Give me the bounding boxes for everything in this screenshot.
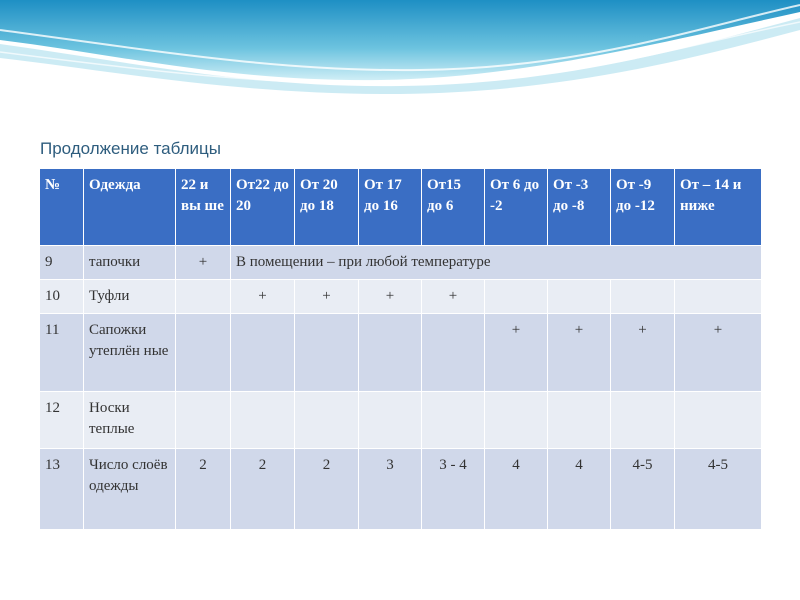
table-cell — [485, 392, 548, 449]
table-cell: 3 — [359, 449, 422, 530]
table-cell: + — [611, 314, 675, 392]
table-cell: + — [176, 246, 231, 280]
table-row — [40, 246, 762, 280]
header-cell: Одежда — [84, 169, 176, 246]
table-cell — [176, 392, 231, 449]
table-cell: 2 — [231, 449, 295, 530]
clothing-item: Сапожки утеплён ные — [84, 314, 176, 392]
table-row — [40, 449, 762, 530]
table-cell: + — [295, 280, 359, 314]
table-cell: + — [359, 280, 422, 314]
table-cell — [675, 280, 762, 314]
table-cell — [231, 314, 295, 392]
header-cell: От15 до 6 — [422, 169, 485, 246]
table-row — [40, 392, 762, 449]
row-number: 13 — [40, 449, 84, 530]
table-cell — [295, 392, 359, 449]
clothing-item: Число слоёв одежды — [84, 449, 176, 530]
header-cell: От 6 до -2 — [485, 169, 548, 246]
table-cell: 4 — [548, 449, 611, 530]
table-cell — [485, 280, 548, 314]
table-cell — [422, 392, 485, 449]
table-row — [40, 280, 762, 314]
table-cell — [548, 392, 611, 449]
header-cell: От -3 до -8 — [548, 169, 611, 246]
table-cell — [231, 392, 295, 449]
table-cell — [422, 314, 485, 392]
note-cell: В помещении – при любой температуре — [231, 246, 762, 280]
table-cell — [295, 314, 359, 392]
row-number: 10 — [40, 280, 84, 314]
table-cell — [611, 392, 675, 449]
header-cell: № — [40, 169, 84, 246]
table-cell — [359, 314, 422, 392]
table-cell: 4-5 — [675, 449, 762, 530]
clothing-item: Туфли — [84, 280, 176, 314]
table-cell: 3 - 4 — [422, 449, 485, 530]
table-cell: + — [231, 280, 295, 314]
header-cell: От – 14 и ниже — [675, 169, 762, 246]
clothing-item: тапочки — [84, 246, 176, 280]
table-row — [40, 314, 762, 392]
header-cell: От -9 до -12 — [611, 169, 675, 246]
table-cell — [359, 392, 422, 449]
row-number: 12 — [40, 392, 84, 449]
table-cell — [176, 314, 231, 392]
table-cell: + — [422, 280, 485, 314]
table-cell: + — [485, 314, 548, 392]
header-cell: От 20 до 18 — [295, 169, 359, 246]
header-cell: От22 до 20 — [231, 169, 295, 246]
row-number: 9 — [40, 246, 84, 280]
table-cell: 4-5 — [611, 449, 675, 530]
table-cell — [675, 392, 762, 449]
table-cell: + — [675, 314, 762, 392]
table-cell — [548, 280, 611, 314]
table-cell — [176, 280, 231, 314]
clothing-temperature-table — [39, 168, 762, 530]
table-cell — [611, 280, 675, 314]
header-cell: От 17 до 16 — [359, 169, 422, 246]
table-cell: 2 — [176, 449, 231, 530]
table-cell: + — [548, 314, 611, 392]
clothing-item: Носки теплые — [84, 392, 176, 449]
table-cell: 4 — [485, 449, 548, 530]
table-cell: 2 — [295, 449, 359, 530]
slide-title: Продолжение таблицы — [40, 139, 221, 158]
header-cell: 22 и вы ше — [176, 169, 231, 246]
row-number: 11 — [40, 314, 84, 392]
wave-header-decoration — [0, 0, 800, 95]
table-header-row — [40, 169, 762, 246]
